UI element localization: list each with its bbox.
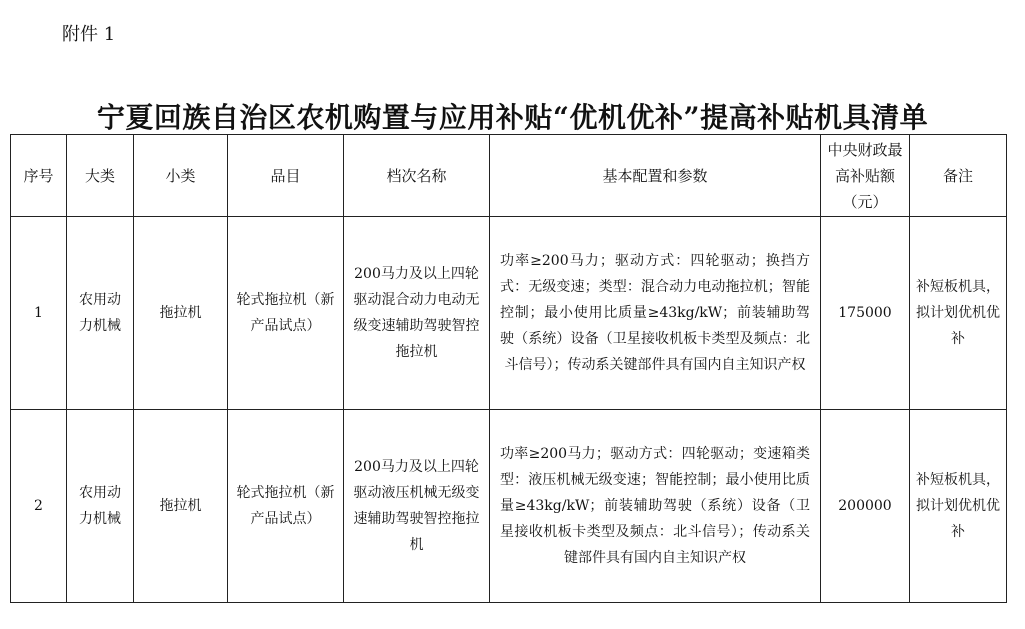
cell-remark: 补短板机具，拟计划优机优补 xyxy=(910,410,1007,603)
document-title: 宁夏回族自治区农机购置与应用补贴“优机优补”提高补贴机具清单 xyxy=(96,101,929,134)
cell-item: 轮式拖拉机（新产品试点） xyxy=(228,410,344,603)
table-row xyxy=(11,410,1007,603)
header-config: 基本配置和参数 xyxy=(490,135,821,217)
cell-config: 功率≥200马力；驱动方式：四轮驱动；换挡方式：无级变速；类型：混合动力电动拖拉机；智能控制；最小使用比质量≥43kg/kW；前装辅助驾驶（系统）设备（卫星接收机板卡类型及频点：北斗信号）；传动系关键部件具有国内自主知识产权 xyxy=(490,217,821,410)
cell-subsidy: 175000 xyxy=(821,217,910,410)
cell-config: 功率≥200马力；驱动方式：四轮驱动；变速箱类型：液压机械无级变速；智能控制；最小使用比质量≥43kg/kW；前装辅助驾驶（系统）设备（卫星接收机板卡类型及频点：北斗信号）；传动系关键部件具有国内自主知识产权 xyxy=(490,410,821,603)
subsidy-table xyxy=(10,134,1007,603)
header-subsidy: 中央财政最高补贴额（元） xyxy=(821,135,910,217)
table-header-row xyxy=(11,135,1007,217)
attachment-label: 附件 1 xyxy=(62,24,116,45)
cell-grade: 200马力及以上四轮驱动混合动力电动无级变速辅助驾驶智控拖拉机 xyxy=(344,217,490,410)
header-subcategory: 小类 xyxy=(134,135,228,217)
cell-category: 农用动力机械 xyxy=(67,217,134,410)
header-no: 序号 xyxy=(11,135,67,217)
cell-subsidy: 200000 xyxy=(821,410,910,603)
header-grade: 档次名称 xyxy=(344,135,490,217)
cell-subcategory: 拖拉机 xyxy=(134,410,228,603)
header-remark: 备注 xyxy=(910,135,1007,217)
header-category: 大类 xyxy=(67,135,134,217)
cell-category: 农用动力机械 xyxy=(67,410,134,603)
cell-remark: 补短板机具，拟计划优机优补 xyxy=(910,217,1007,410)
table-row xyxy=(11,217,1007,410)
cell-grade: 200马力及以上四轮驱动液压机械无级变速辅助驾驶智控拖拉机 xyxy=(344,410,490,603)
cell-item: 轮式拖拉机（新产品试点） xyxy=(228,217,344,410)
cell-no: 2 xyxy=(11,410,67,603)
cell-no: 1 xyxy=(11,217,67,410)
header-item: 品目 xyxy=(228,135,344,217)
cell-subcategory: 拖拉机 xyxy=(134,217,228,410)
